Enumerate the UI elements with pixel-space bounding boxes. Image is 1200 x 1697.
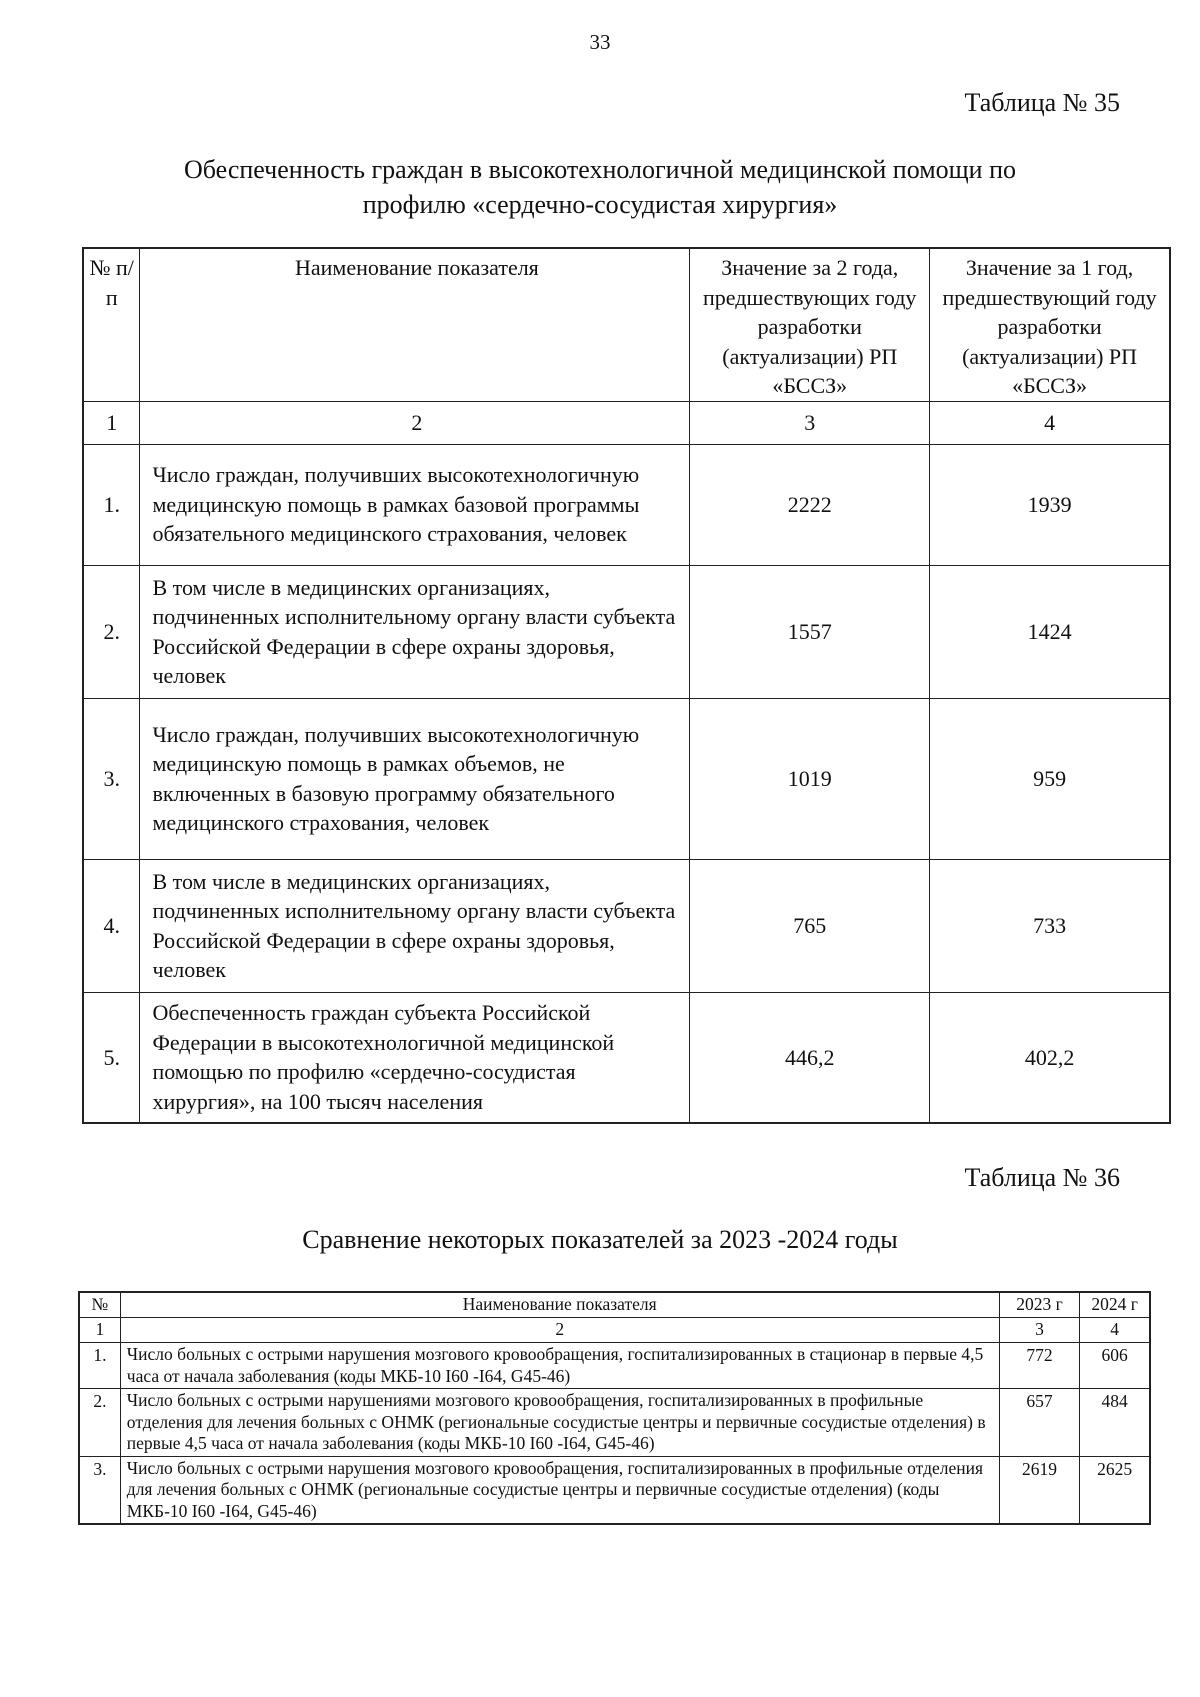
header-2024: 2024 г [1080,1292,1150,1318]
row-number: 3. [83,698,140,859]
table-36 [78,1291,1151,1525]
row-name: В том числе в медицинских организациях, подчиненных исполнительному органу власти субъекта Российской Федерации в сфере охраны здоровья, человек [140,565,690,698]
table-row [83,859,1170,992]
row-value-2023: 657 [999,1389,1080,1457]
row-value-1-year: 1424 [930,565,1170,698]
row-value-2-years: 1019 [690,698,930,859]
row-name: В том числе в медицинских организациях, подчиненных исполнительному органу власти субъекта Российской Федерации в сфере охраны здоровья, человек [140,859,690,992]
row-name: Число больных с острыми нарушениями мозгового кровообращения, госпитализированных в профильные отделения для лечения больных с ОНМК (региональные сосудистые центры и первичные сосудистые отделения) в первые 4,5 часа от начала заболевания (коды МКБ-10 I60 -I64, G45-46) [120,1389,999,1457]
column-number: 4 [1080,1318,1150,1343]
row-number: 1. [83,444,140,565]
table-35-header-row [83,248,1170,401]
table-35-title-line1: Обеспеченность граждан в высокотехнологичной медицинской помощи по [183,155,1017,184]
header-value-2-years: Значение за 2 года, предшествующих году разработки (актуализации) РП «БССЗ» [690,248,930,401]
row-value-2-years: 765 [690,859,930,992]
row-name: Обеспеченность граждан субъекта Российской Федерации в высокотехнологичной медицинской помощью по профилю «сердечно-сосудистая хирургия», на 100 тысяч населения [140,992,690,1123]
table-35-label: Таблица № 35 [964,88,1120,117]
row-number: 5. [83,992,140,1123]
column-number: 3 [999,1318,1080,1343]
table-35-column-numbers [83,401,1170,444]
row-name: Число граждан, получивших высокотехнологичную медицинскую помощь в рамках объемов, не включенных в базовую программу обязательного медицинского страхования, человек [140,698,690,859]
page-number: 33 [589,30,611,54]
row-value-2-years: 2222 [690,444,930,565]
row-value-1-year: 959 [930,698,1170,859]
row-number: 1. [79,1343,120,1389]
row-value-2-years: 446,2 [690,992,930,1123]
table-row [83,698,1170,859]
row-value-2024: 606 [1080,1343,1150,1389]
table-row [79,1343,1150,1389]
table-row [83,444,1170,565]
row-value-2-years: 1557 [690,565,930,698]
table-36-title: Сравнение некоторых показателей за 2023 -2024 годы [302,1225,898,1254]
table-35 [82,247,1171,1124]
header-name: Наименование показателя [140,248,690,401]
row-value-2024: 484 [1080,1389,1150,1457]
column-number: 1 [83,401,140,444]
table-36-header-row [79,1292,1150,1318]
table-row [79,1456,1150,1524]
table-35-title-line2: профилю «сердечно-сосудистая хирургия» [362,190,838,219]
row-number: 4. [83,859,140,992]
row-value-2023: 2619 [999,1456,1080,1524]
column-number: 4 [930,401,1170,444]
row-value-2023: 772 [999,1343,1080,1389]
row-number: 3. [79,1456,120,1524]
row-name: Число больных с острыми нарушения мозгового кровообращения, госпитализированных в стационар в первые 4,5 часа от начала заболевания (коды МКБ-10 I60 -I64, G45-46) [120,1343,999,1389]
row-name: Число граждан, получивших высокотехнологичную медицинскую помощь в рамках базовой программы обязательного медицинского страхования, человек [140,444,690,565]
row-name: Число больных с острыми нарушения мозгового кровообращения, госпитализированных в профильные отделения для лечения больных с ОНМК (региональные сосудистые центры и первичные сосудистые отделения) (коды МКБ-10 I60 -I64, G45-46) [120,1456,999,1524]
header-2023: 2023 г [999,1292,1080,1318]
table-36-label: Таблица № 36 [964,1163,1120,1192]
column-number: 2 [120,1318,999,1343]
row-value-1-year: 402,2 [930,992,1170,1123]
column-number: 1 [79,1318,120,1343]
table-36-column-numbers [79,1318,1150,1343]
table-row [83,565,1170,698]
table-row [83,992,1170,1123]
column-number: 3 [690,401,930,444]
table-35-title [60,152,1140,222]
header-name: Наименование показателя [120,1292,999,1318]
row-number: 2. [83,565,140,698]
table-row [79,1389,1150,1457]
header-num: № [79,1292,120,1318]
row-value-2024: 2625 [1080,1456,1150,1524]
column-number: 2 [140,401,690,444]
row-number: 2. [79,1389,120,1457]
row-value-1-year: 1939 [930,444,1170,565]
row-value-1-year: 733 [930,859,1170,992]
header-value-1-year: Значение за 1 год, предшествующий году разработки (актуализации) РП «БССЗ» [930,248,1170,401]
header-num: № п/п [83,248,140,401]
